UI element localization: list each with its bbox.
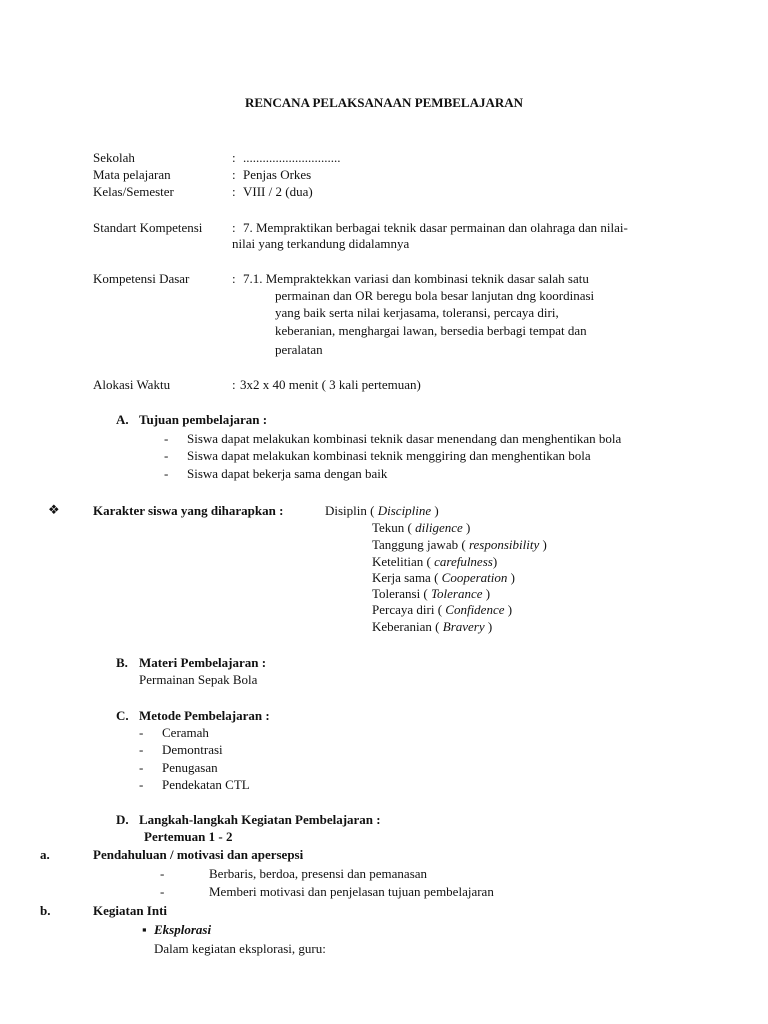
trait-name: Disiplin ( <box>325 503 378 518</box>
trait-name: Tanggung jawab ( <box>372 537 469 552</box>
section-d-heading: Langkah-langkah Kegiatan Pembelajaran : <box>139 812 381 827</box>
list-dash: - <box>139 760 144 775</box>
info-label-mapel: Mata pelajaran <box>93 167 171 182</box>
sk-text-line2: nilai yang terkandung didalamnya <box>232 236 410 251</box>
list-item: Berbaris, berdoa, presensi dan pemanasan <box>209 866 428 881</box>
part-b-heading: Kegiatan Inti <box>93 903 168 918</box>
list-dash: - <box>164 466 169 481</box>
list-item: Pendekatan CTL <box>162 777 250 792</box>
info-value-kelas: VIII / 2 (dua) <box>243 184 313 199</box>
part-a-heading: Pendahuluan / motivasi dan apersepsi <box>93 847 304 862</box>
trait-item <box>372 586 490 602</box>
sk-label: Standart Kompetensi <box>93 220 203 235</box>
info-sep-mapel: : <box>232 167 236 182</box>
trait-item <box>372 570 515 586</box>
info-value-mapel: Penjas Orkes <box>243 167 312 182</box>
trait-close: ) <box>431 503 439 518</box>
list-dash: - <box>164 431 169 446</box>
kd-text-line: 7.1. Mempraktekkan variasi dan kombinasi teknik dasar salah satu <box>243 271 589 286</box>
section-a-heading: Tujuan pembelajaran : <box>139 412 268 427</box>
trait-english: Confidence <box>445 602 505 617</box>
trait-name: Ketelitian ( <box>372 554 435 569</box>
kd-text-line: permainan dan OR beregu bola besar lanjutan dng koordinasi <box>275 288 595 303</box>
trait-english: diligence <box>415 520 463 535</box>
list-dash: - <box>164 448 169 463</box>
trait-item <box>372 554 497 570</box>
list-dash: - <box>139 725 144 740</box>
alokasi-sep: : <box>232 377 236 392</box>
list-item: Penugasan <box>162 760 218 775</box>
section-d-marker: D. <box>116 812 129 827</box>
list-dash: - <box>160 884 165 899</box>
info-sep-sekolah: : <box>232 150 236 165</box>
info-label-kelas: Kelas/Semester <box>93 184 174 199</box>
info-label-sekolah: Sekolah <box>93 150 135 165</box>
kd-sep: : <box>232 271 236 286</box>
trait-name: Percaya diri ( <box>372 602 446 617</box>
part-b-text: Dalam kegiatan eksplorasi, guru: <box>154 941 326 956</box>
diamond-bullet-icon: ❖ <box>48 502 60 517</box>
alokasi-value: 3x2 x 40 menit ( 3 kali pertemuan) <box>240 377 421 392</box>
sk-sep: : <box>232 220 236 235</box>
kd-text-line: peralatan <box>275 342 323 357</box>
section-b-body: Permainan Sepak Bola <box>139 672 258 687</box>
trait-name: Tekun ( <box>372 520 416 535</box>
list-item: Demontrasi <box>162 742 223 757</box>
section-b-heading: Materi Pembelajaran : <box>139 655 267 670</box>
section-a-marker: A. <box>116 412 129 427</box>
sk-text-line1: 7. Mempraktikan berbagai teknik dasar permainan dan olahraga dan nilai- <box>243 220 628 235</box>
trait-english: Tolerance <box>431 586 483 601</box>
kd-label: Kompetensi Dasar <box>93 271 190 286</box>
trait-name: Kerja sama ( <box>372 570 442 585</box>
trait-close: ) <box>504 602 513 617</box>
list-dash: - <box>160 866 165 881</box>
list-dash: - <box>139 777 144 792</box>
part-b-marker: b. <box>40 903 51 918</box>
section-c-heading: Metode Pembelajaran : <box>139 708 270 723</box>
list-item: Siswa dapat melakukan kombinasi teknik dasar menendang dan menghentikan bola <box>187 431 622 446</box>
trait-close: ) <box>462 520 471 535</box>
kd-text-line: yang baik serta nilai kerjasama, toleransi, percaya diri, <box>275 305 559 320</box>
trait-english: Cooperation <box>441 570 508 585</box>
section-c-marker: C. <box>116 708 129 723</box>
info-value-sekolah: .............................. <box>243 150 341 165</box>
trait-close: ) <box>492 554 498 569</box>
list-dash: - <box>139 742 144 757</box>
list-item: Ceramah <box>162 725 209 740</box>
page-title: RENCANA PELAKSANAAN PEMBELAJARAN <box>244 95 524 110</box>
trait-name: Toleransi ( <box>372 586 432 601</box>
trait-item <box>372 619 492 635</box>
trait-english: Discipline <box>377 503 432 518</box>
section-b-marker: B. <box>116 655 128 670</box>
trait-english: Bravery <box>442 619 485 634</box>
info-sep-kelas: : <box>232 184 236 199</box>
karakter-heading: Karakter siswa yang diharapkan : <box>93 503 284 518</box>
list-item: Siswa dapat melakukan kombinasi teknik menggiring dan menghentikan bola <box>187 448 591 463</box>
list-item: Siswa dapat bekerja sama dengan baik <box>187 466 388 481</box>
trait-item <box>372 537 547 553</box>
section-d-sub: Pertemuan 1 - 2 <box>144 829 233 844</box>
trait-item <box>372 520 470 536</box>
list-item: Memberi motivasi dan penjelasan tujuan pembelajaran <box>209 884 494 899</box>
trait-close: ) <box>482 586 491 601</box>
trait-name: Keberanian ( <box>372 619 443 634</box>
trait-close: ) <box>539 537 547 552</box>
square-bullet-icon: ▪ <box>142 922 147 937</box>
trait-english: responsibility <box>468 537 540 552</box>
alokasi-label: Alokasi Waktu <box>93 377 171 392</box>
kd-text-line: keberanian, menghargai lawan, bersedia berbagi tempat dan <box>275 323 587 338</box>
part-a-marker: a. <box>40 847 50 862</box>
trait-english: carefulness <box>434 554 493 569</box>
trait-close: ) <box>484 619 493 634</box>
trait-item <box>372 602 512 618</box>
trait-close: ) <box>507 570 515 585</box>
trait-item <box>325 503 439 519</box>
part-b-sub: Eksplorasi <box>154 922 212 937</box>
